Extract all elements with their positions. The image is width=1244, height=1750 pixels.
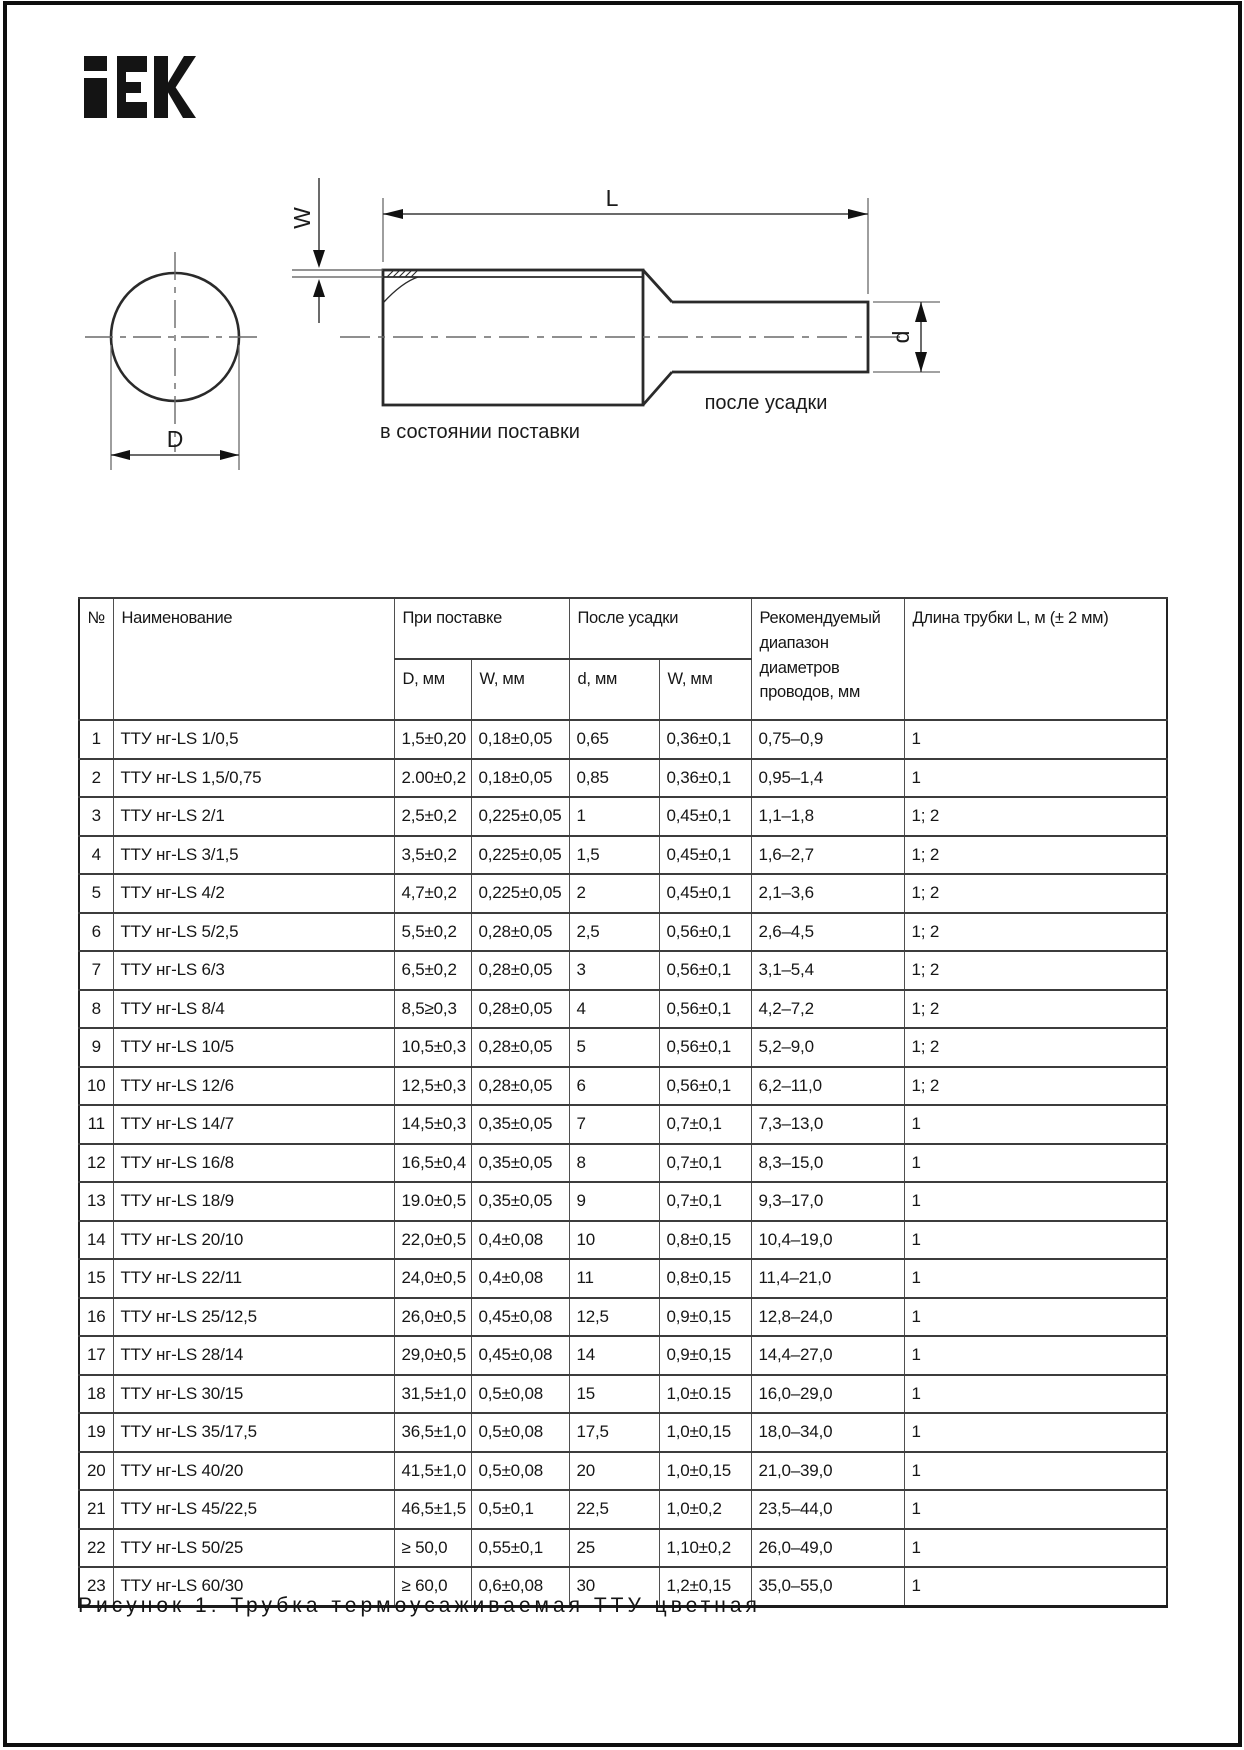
table-cell: 0,35±0,05 bbox=[471, 1105, 569, 1144]
table-cell: ТТУ нг-LS 22/11 bbox=[113, 1259, 394, 1298]
spec-table bbox=[78, 597, 1168, 1608]
tube-taper-bottom bbox=[643, 372, 672, 405]
col-header-at-delivery: При поставке bbox=[394, 598, 569, 659]
col-header-range: Рекомендуемый диапазон диаметров проводов, мм bbox=[751, 598, 904, 720]
table-cell: 18,0–34,0 bbox=[751, 1413, 904, 1452]
table-cell: 1 bbox=[904, 1452, 1167, 1491]
table-cell: 0,225±0,05 bbox=[471, 797, 569, 836]
table-row bbox=[79, 1375, 1167, 1414]
table-cell: 1,1–1,8 bbox=[751, 797, 904, 836]
table-cell: ≥ 60,0 bbox=[394, 1567, 471, 1606]
table-cell: 8,3–15,0 bbox=[751, 1144, 904, 1183]
table-cell: 20 bbox=[569, 1452, 659, 1491]
table-cell: 1,0±0.15 bbox=[659, 1375, 751, 1414]
table-cell: 0,5±0,08 bbox=[471, 1452, 569, 1491]
table-cell: 25 bbox=[569, 1529, 659, 1568]
table-cell: 0,75–0,9 bbox=[751, 720, 904, 759]
row-number-cell: 22 bbox=[79, 1529, 113, 1568]
table-cell: 0,56±0,1 bbox=[659, 1067, 751, 1106]
table-cell: 9,3–17,0 bbox=[751, 1182, 904, 1221]
table-cell: 2,1–3,6 bbox=[751, 874, 904, 913]
table-cell: 1,0±0,15 bbox=[659, 1452, 751, 1491]
table-cell: 1,5±0,20 bbox=[394, 720, 471, 759]
table-row bbox=[79, 913, 1167, 952]
table-cell: 10,5±0,3 bbox=[394, 1028, 471, 1067]
row-number-cell: 10 bbox=[79, 1067, 113, 1106]
table-cell: ТТУ нг-LS 10/5 bbox=[113, 1028, 394, 1067]
spec-table-header bbox=[79, 598, 1167, 720]
table-cell: 0,65 bbox=[569, 720, 659, 759]
table-cell: 1 bbox=[904, 1259, 1167, 1298]
table-cell: 0,6±0,08 bbox=[471, 1567, 569, 1606]
table-cell: 1,6–2,7 bbox=[751, 836, 904, 875]
table-cell: 12,5 bbox=[569, 1298, 659, 1337]
row-number-cell: 16 bbox=[79, 1298, 113, 1337]
table-cell: 1 bbox=[904, 1567, 1167, 1606]
table-cell: 0,28±0,05 bbox=[471, 990, 569, 1029]
table-cell: 11 bbox=[569, 1259, 659, 1298]
table-cell: 0,225±0,05 bbox=[471, 836, 569, 875]
table-row bbox=[79, 1067, 1167, 1106]
table-cell: 1; 2 bbox=[904, 1067, 1167, 1106]
table-cell: ТТУ нг-LS 20/10 bbox=[113, 1221, 394, 1260]
table-cell: 4,2–7,2 bbox=[751, 990, 904, 1029]
row-number-cell: 4 bbox=[79, 836, 113, 875]
row-number-cell: 9 bbox=[79, 1028, 113, 1067]
table-cell: ТТУ нг-LS 6/3 bbox=[113, 951, 394, 990]
table-cell: 1 bbox=[904, 1105, 1167, 1144]
table-cell: 1; 2 bbox=[904, 874, 1167, 913]
table-cell: 5 bbox=[569, 1028, 659, 1067]
row-number-cell: 5 bbox=[79, 874, 113, 913]
table-cell: 17,5 bbox=[569, 1413, 659, 1452]
table-row bbox=[79, 1221, 1167, 1260]
row-number-cell: 17 bbox=[79, 1336, 113, 1375]
col-header-after-shrink: После усадки bbox=[569, 598, 751, 659]
table-cell: 0,45±0,1 bbox=[659, 874, 751, 913]
table-cell: 0,45±0,08 bbox=[471, 1298, 569, 1337]
row-number-cell: 21 bbox=[79, 1490, 113, 1529]
d-arrow-left bbox=[111, 450, 130, 460]
table-cell: 6,2–11,0 bbox=[751, 1067, 904, 1106]
table-cell: 0,56±0,1 bbox=[659, 951, 751, 990]
table-row bbox=[79, 1028, 1167, 1067]
row-number-cell: 14 bbox=[79, 1221, 113, 1260]
table-cell: 1 bbox=[904, 1529, 1167, 1568]
table-cell: 41,5±1,0 bbox=[394, 1452, 471, 1491]
table-row bbox=[79, 1336, 1167, 1375]
row-number-cell: 3 bbox=[79, 797, 113, 836]
table-row bbox=[79, 1413, 1167, 1452]
table-cell: 0,28±0,05 bbox=[471, 1067, 569, 1106]
table-cell: 16,5±0,4 bbox=[394, 1144, 471, 1183]
table-cell: 3,1–5,4 bbox=[751, 951, 904, 990]
row-number-cell: 13 bbox=[79, 1182, 113, 1221]
table-cell: 4,7±0,2 bbox=[394, 874, 471, 913]
table-cell: 21,0–39,0 bbox=[751, 1452, 904, 1491]
table-cell: 3 bbox=[569, 951, 659, 990]
row-number-cell: 11 bbox=[79, 1105, 113, 1144]
table-cell: 14 bbox=[569, 1336, 659, 1375]
table-row bbox=[79, 874, 1167, 913]
table-cell: ТТУ нг-LS 50/25 bbox=[113, 1529, 394, 1568]
table-cell: ТТУ нг-LS 25/12,5 bbox=[113, 1298, 394, 1337]
table-cell: 0,56±0,1 bbox=[659, 1028, 751, 1067]
d-arrow-right bbox=[220, 450, 239, 460]
table-cell: 2.00±0,2 bbox=[394, 759, 471, 798]
table-cell: 1 bbox=[904, 1144, 1167, 1183]
table-cell: ТТУ нг-LS 12/6 bbox=[113, 1067, 394, 1106]
table-cell: 2,6–4,5 bbox=[751, 913, 904, 952]
row-number-cell: 15 bbox=[79, 1259, 113, 1298]
table-row bbox=[79, 1144, 1167, 1183]
table-row bbox=[79, 836, 1167, 875]
table-cell: ТТУ нг-LS 45/22,5 bbox=[113, 1490, 394, 1529]
table-cell: 1; 2 bbox=[904, 951, 1167, 990]
table-cell: ТТУ нг-LS 3/1,5 bbox=[113, 836, 394, 875]
table-cell: 0,56±0,1 bbox=[659, 913, 751, 952]
table-cell: 0,7±0,1 bbox=[659, 1105, 751, 1144]
figure-caption: Рисунок 1. Трубка термоусаживаемая ТТУ цветная bbox=[78, 1594, 761, 1617]
table-cell: 0,8±0,15 bbox=[659, 1221, 751, 1260]
table-cell: 0,28±0,05 bbox=[471, 1028, 569, 1067]
table-cell: ТТУ нг-LS 1,5/0,75 bbox=[113, 759, 394, 798]
table-cell: 11,4–21,0 bbox=[751, 1259, 904, 1298]
table-cell: ТТУ нг-LS 1/0,5 bbox=[113, 720, 394, 759]
table-cell: 0,7±0,1 bbox=[659, 1144, 751, 1183]
table-cell: 12,5±0,3 bbox=[394, 1067, 471, 1106]
table-cell: 12,8–24,0 bbox=[751, 1298, 904, 1337]
row-number-cell: 8 bbox=[79, 990, 113, 1029]
table-cell: ТТУ нг-LS 5/2,5 bbox=[113, 913, 394, 952]
table-cell: 16,0–29,0 bbox=[751, 1375, 904, 1414]
table-cell: 46,5±1,5 bbox=[394, 1490, 471, 1529]
table-cell: 36,5±1,0 bbox=[394, 1413, 471, 1452]
table-cell: 8 bbox=[569, 1144, 659, 1183]
row-number-cell: 20 bbox=[79, 1452, 113, 1491]
table-cell: 1 bbox=[904, 720, 1167, 759]
table-cell: 1 bbox=[904, 1221, 1167, 1260]
row-number-cell: 1 bbox=[79, 720, 113, 759]
table-cell: 6,5±0,2 bbox=[394, 951, 471, 990]
l-extension-lines bbox=[383, 198, 868, 294]
table-cell: 0,9±0,15 bbox=[659, 1298, 751, 1337]
table-cell: 10 bbox=[569, 1221, 659, 1260]
label-delivery-state: в состоянии поставки bbox=[380, 421, 580, 443]
w-arrow-up bbox=[313, 279, 325, 297]
table-cell: 1 bbox=[904, 1413, 1167, 1452]
row-number-cell: 23 bbox=[79, 1567, 113, 1606]
table-cell: 0,35±0,05 bbox=[471, 1144, 569, 1183]
dim-label-w: W bbox=[289, 207, 315, 229]
table-cell: ТТУ нг-LS 16/8 bbox=[113, 1144, 394, 1183]
tube-wall-cutaway-curve bbox=[383, 277, 418, 303]
table-row bbox=[79, 1298, 1167, 1337]
table-cell: 1; 2 bbox=[904, 836, 1167, 875]
table-row bbox=[79, 1259, 1167, 1298]
dim-label-d-outer: D bbox=[166, 426, 184, 452]
table-row bbox=[79, 1490, 1167, 1529]
row-number-cell: 2 bbox=[79, 759, 113, 798]
table-cell: 1; 2 bbox=[904, 1028, 1167, 1067]
table-cell: 0,28±0,05 bbox=[471, 913, 569, 952]
table-cell: 15 bbox=[569, 1375, 659, 1414]
table-cell: ТТУ нг-LS 14/7 bbox=[113, 1105, 394, 1144]
table-cell: 6 bbox=[569, 1067, 659, 1106]
table-cell: 35,0–55,0 bbox=[751, 1567, 904, 1606]
table-cell: 1 bbox=[904, 759, 1167, 798]
col-header-d-mm: d, мм bbox=[569, 659, 659, 720]
d-inner-arrow-down bbox=[915, 352, 927, 372]
table-cell: 23,5–44,0 bbox=[751, 1490, 904, 1529]
table-cell: 1,0±0,15 bbox=[659, 1413, 751, 1452]
table-cell: 2 bbox=[569, 874, 659, 913]
col-header-num: № bbox=[79, 598, 113, 720]
table-cell: 7 bbox=[569, 1105, 659, 1144]
table-cell: 0,5±0,08 bbox=[471, 1413, 569, 1452]
table-row bbox=[79, 1452, 1167, 1491]
table-row bbox=[79, 1529, 1167, 1568]
tube-diagram bbox=[0, 0, 1244, 520]
table-cell: 0,18±0,05 bbox=[471, 720, 569, 759]
table-cell: 5,2–9,0 bbox=[751, 1028, 904, 1067]
table-cell: 1,5 bbox=[569, 836, 659, 875]
table-cell: 31,5±1,0 bbox=[394, 1375, 471, 1414]
table-cell: 3,5±0,2 bbox=[394, 836, 471, 875]
table-cell: 2,5±0,2 bbox=[394, 797, 471, 836]
table-row bbox=[79, 1105, 1167, 1144]
spec-table-body bbox=[79, 720, 1167, 1606]
col-header-W-mm-shrink: W, мм bbox=[659, 659, 751, 720]
dim-label-d-inner: d bbox=[888, 330, 914, 344]
table-cell: 0,4±0,08 bbox=[471, 1259, 569, 1298]
table-cell: 22,0±0,5 bbox=[394, 1221, 471, 1260]
row-number-cell: 6 bbox=[79, 913, 113, 952]
table-cell: ТТУ нг-LS 60/30 bbox=[113, 1567, 394, 1606]
table-row bbox=[79, 797, 1167, 836]
row-number-cell: 7 bbox=[79, 951, 113, 990]
table-cell: 8,5≥0,3 bbox=[394, 990, 471, 1029]
table-cell: 1; 2 bbox=[904, 797, 1167, 836]
table-row bbox=[79, 720, 1167, 759]
table-cell: ТТУ нг-LS 4/2 bbox=[113, 874, 394, 913]
table-cell: 0,5±0,1 bbox=[471, 1490, 569, 1529]
table-cell: 0,4±0,08 bbox=[471, 1221, 569, 1260]
col-header-name: Наименование bbox=[113, 598, 394, 720]
table-cell: ТТУ нг-LS 40/20 bbox=[113, 1452, 394, 1491]
row-number-cell: 19 bbox=[79, 1413, 113, 1452]
row-number-cell: 12 bbox=[79, 1144, 113, 1183]
table-cell: 14,5±0,3 bbox=[394, 1105, 471, 1144]
table-cell: 0,55±0,1 bbox=[471, 1529, 569, 1568]
table-row bbox=[79, 990, 1167, 1029]
table-cell: 7,3–13,0 bbox=[751, 1105, 904, 1144]
table-cell: 1,0±0,2 bbox=[659, 1490, 751, 1529]
table-row bbox=[79, 951, 1167, 990]
d-inner-arrow-up bbox=[915, 302, 927, 322]
row-number-cell: 18 bbox=[79, 1375, 113, 1414]
table-cell: 0,8±0,15 bbox=[659, 1259, 751, 1298]
table-cell: 0,85 bbox=[569, 759, 659, 798]
table-cell: 0,95–1,4 bbox=[751, 759, 904, 798]
l-arrow-left bbox=[383, 209, 403, 219]
col-header-D-mm: D, мм bbox=[394, 659, 471, 720]
w-arrow-down bbox=[313, 250, 325, 268]
table-cell: 1 bbox=[904, 1336, 1167, 1375]
table-cell: 1; 2 bbox=[904, 913, 1167, 952]
table-cell: 0,45±0,08 bbox=[471, 1336, 569, 1375]
table-cell: 30 bbox=[569, 1567, 659, 1606]
table-cell: 0,28±0,05 bbox=[471, 951, 569, 990]
label-after-shrink: после усадки bbox=[704, 392, 828, 414]
table-cell: 1,10±0,2 bbox=[659, 1529, 751, 1568]
table-cell: 1; 2 bbox=[904, 990, 1167, 1029]
table-cell: 0,45±0,1 bbox=[659, 836, 751, 875]
dim-label-l: L bbox=[605, 185, 619, 211]
col-header-W-mm-delivery: W, мм bbox=[471, 659, 569, 720]
table-row bbox=[79, 1182, 1167, 1221]
table-cell: 0,7±0,1 bbox=[659, 1182, 751, 1221]
table-cell: 1 bbox=[904, 1182, 1167, 1221]
table-cell: 0,56±0,1 bbox=[659, 990, 751, 1029]
table-cell: 4 bbox=[569, 990, 659, 1029]
table-cell: 26,0±0,5 bbox=[394, 1298, 471, 1337]
table-cell: ТТУ нг-LS 2/1 bbox=[113, 797, 394, 836]
table-cell: 29,0±0,5 bbox=[394, 1336, 471, 1375]
table-cell: 9 bbox=[569, 1182, 659, 1221]
col-header-length: Длина трубки L, м (± 2 мм) bbox=[904, 598, 1167, 720]
table-cell: 0,18±0,05 bbox=[471, 759, 569, 798]
table-cell: 19.0±0,5 bbox=[394, 1182, 471, 1221]
table-cell: 24,0±0,5 bbox=[394, 1259, 471, 1298]
table-cell: 0,35±0,05 bbox=[471, 1182, 569, 1221]
table-cell: 0,225±0,05 bbox=[471, 874, 569, 913]
table-cell: 10,4–19,0 bbox=[751, 1221, 904, 1260]
table-cell: 0,45±0,1 bbox=[659, 797, 751, 836]
table-cell: ТТУ нг-LS 18/9 bbox=[113, 1182, 394, 1221]
table-cell: 14,4–27,0 bbox=[751, 1336, 904, 1375]
table-cell: ТТУ нг-LS 8/4 bbox=[113, 990, 394, 1029]
table-cell: 5,5±0,2 bbox=[394, 913, 471, 952]
w-wall-extension-lines bbox=[292, 270, 383, 277]
table-cell: 1 bbox=[569, 797, 659, 836]
table-cell: ТТУ нг-LS 28/14 bbox=[113, 1336, 394, 1375]
table-cell: 0,5±0,08 bbox=[471, 1375, 569, 1414]
table-cell: 0,36±0,1 bbox=[659, 759, 751, 798]
table-cell: 26,0–49,0 bbox=[751, 1529, 904, 1568]
table-cell: ТТУ нг-LS 35/17,5 bbox=[113, 1413, 394, 1452]
table-cell: 2,5 bbox=[569, 913, 659, 952]
table-cell: 1 bbox=[904, 1490, 1167, 1529]
table-cell: ТТУ нг-LS 30/15 bbox=[113, 1375, 394, 1414]
table-cell: 0,9±0,15 bbox=[659, 1336, 751, 1375]
tube-taper-top bbox=[643, 270, 672, 302]
table-cell: 22,5 bbox=[569, 1490, 659, 1529]
table-cell: 1 bbox=[904, 1375, 1167, 1414]
l-arrow-right bbox=[848, 209, 868, 219]
table-row bbox=[79, 759, 1167, 798]
table-cell: ≥ 50,0 bbox=[394, 1529, 471, 1568]
table-cell: 1 bbox=[904, 1298, 1167, 1337]
table-cell: 1,2±0,15 bbox=[659, 1567, 751, 1606]
table-cell: 0,36±0,1 bbox=[659, 720, 751, 759]
